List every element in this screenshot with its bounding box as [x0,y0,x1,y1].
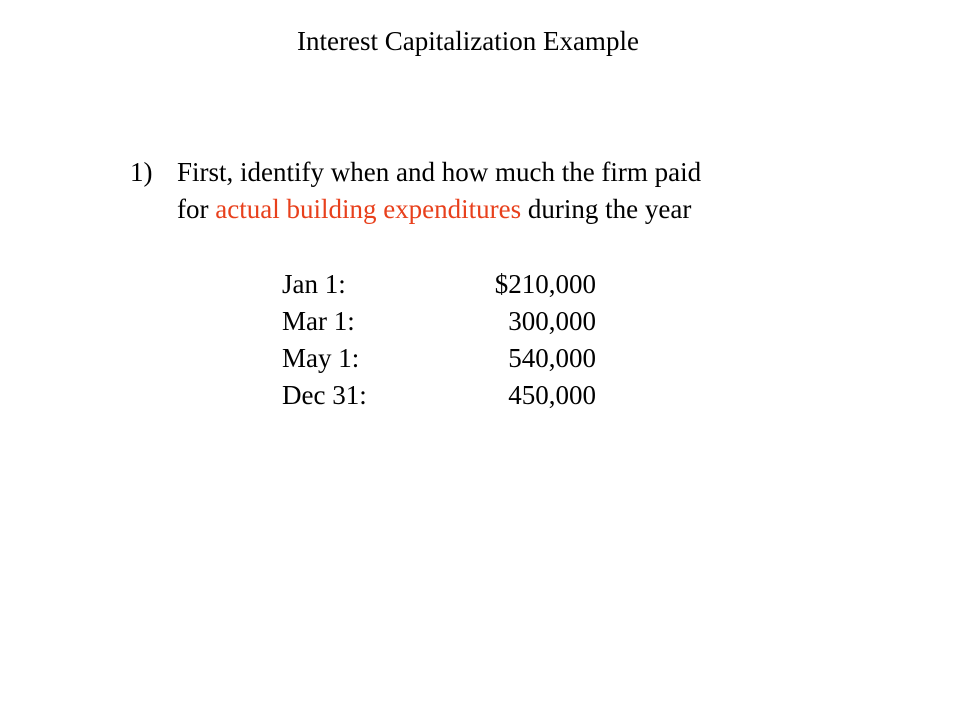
highlighted-phrase: actual building expenditures [215,194,522,224]
expenditure-row [282,340,612,377]
step-line-2-prefix: for [177,194,216,224]
expenditure-amount: 450,000 [508,380,596,410]
slide-title: Interest Capitalization Example [297,26,639,56]
expenditure-row [282,303,612,340]
step-line-1: First, identify when and how much the firm paid [177,157,702,187]
expenditure-amount: $210,000 [494,269,596,299]
expenditure-amount: 300,000 [508,306,596,336]
expenditure-row [282,266,612,303]
step-number: 1) [130,157,153,187]
expenditure-date: Dec 31: [282,380,367,410]
expenditure-schedule [282,266,612,414]
expenditure-amount: 540,000 [508,343,596,373]
expenditure-date: Mar 1: [282,306,355,336]
expenditure-row [282,377,612,414]
expenditure-date: Jan 1: [282,269,346,299]
expenditure-date: May 1: [282,343,360,373]
step-line-2 [177,191,691,228]
step-line-2-suffix: during the year [521,194,692,224]
